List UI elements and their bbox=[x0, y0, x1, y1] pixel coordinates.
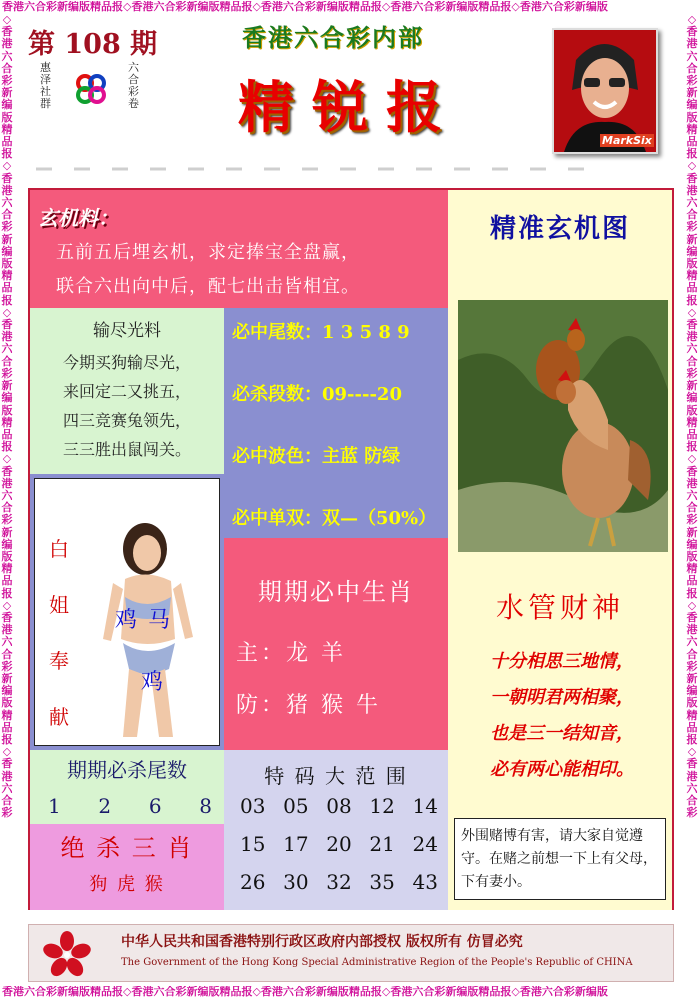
issue-number: 第 108 期 bbox=[28, 29, 158, 60]
te-ma-number: 05 bbox=[283, 794, 309, 818]
tail-kill-title: 期期必杀尾数 bbox=[67, 758, 187, 782]
shuiguan-poem bbox=[456, 644, 668, 788]
te-ma-number: 35 bbox=[369, 870, 395, 894]
tail-kill-number: 1 bbox=[48, 794, 61, 818]
shuchou-line: 四三竞赛兔领先， bbox=[62, 411, 191, 430]
shuiguan-line: 十分相思三地情， bbox=[490, 651, 634, 672]
bauhinia-emblem-icon bbox=[43, 931, 91, 977]
te-ma-number: 12 bbox=[369, 794, 395, 818]
te-ma-number: 20 bbox=[326, 832, 352, 856]
pick-wave: 必中波色：主蓝 防绿 bbox=[232, 446, 401, 467]
footer bbox=[28, 924, 674, 982]
shuiguan-line: 必有两心能相印。 bbox=[490, 759, 634, 780]
xuanji-line1: 五前五后埋玄机，求定捧宝全盘赢， bbox=[56, 242, 360, 263]
bai-char: 姐 bbox=[49, 593, 69, 617]
pick-tail: 必中尾数：1 3 5 8 9 bbox=[232, 322, 410, 343]
tail-kill-number: 6 bbox=[148, 794, 162, 818]
header-subtitle: 香港六合彩内部 bbox=[242, 23, 424, 52]
border-left-text: ◇香港六合彩新编版精品报◇香港六合彩新编版精品报◇香港六合彩新编版精品报◇香港六合彩新编版精品报◇香港六合彩新编版精品报◇香港六合彩 bbox=[1, 14, 13, 820]
te-ma-number: 21 bbox=[369, 832, 395, 856]
tail-kill-number: 8 bbox=[199, 794, 212, 818]
zodiac-title: 期期必中生肖 bbox=[258, 578, 414, 606]
bai-panel bbox=[30, 474, 224, 750]
pick-kill-range: 必杀段数：09----20 bbox=[232, 384, 402, 405]
shuchou-title: 输尽光料 bbox=[93, 321, 161, 341]
te-ma-number: 17 bbox=[283, 832, 309, 856]
te-ma-number: 24 bbox=[412, 832, 438, 856]
te-ma-number: 08 bbox=[326, 794, 352, 818]
jue-sha-panel bbox=[30, 824, 224, 910]
te-ma-number: 30 bbox=[283, 870, 309, 894]
lottery-logo-icon bbox=[74, 72, 108, 106]
te-ma-number: 03 bbox=[240, 794, 266, 818]
zodiac-guard: 防：猪 猴 牛 bbox=[236, 693, 381, 718]
master-photo bbox=[552, 28, 658, 154]
shuiguan-title: 水管财神 bbox=[495, 591, 624, 624]
te-ma-row bbox=[240, 870, 438, 908]
marksix-badge: MarkSix bbox=[602, 134, 652, 147]
shuiguan-line: 也是三一结知音， bbox=[490, 723, 634, 744]
footer-en: The Government of the Hong Kong Special Administrative Region of the People's Republic of CHINA bbox=[121, 957, 633, 968]
border-right-text: ◇香港六合彩新编版精品报◇香港六合彩新编版精品报◇香港六合彩新编版精品报◇香港六合彩新编版精品报◇香港六合彩新编版精品报◇香港六合彩 bbox=[686, 14, 698, 820]
te-ma-grid bbox=[240, 794, 438, 908]
newspaper-title: 精锐报 bbox=[238, 75, 460, 141]
rooster-photo bbox=[458, 300, 668, 552]
right-column bbox=[448, 190, 672, 910]
shuiguan-line: 一朝明君两相聚， bbox=[490, 687, 634, 708]
decor-strip bbox=[36, 158, 596, 166]
te-ma-number: 32 bbox=[326, 870, 352, 894]
te-ma-row bbox=[240, 832, 438, 870]
te-ma-number: 26 bbox=[240, 870, 266, 894]
zodiac-main: 主：龙 羊 bbox=[236, 641, 346, 666]
te-ma-row bbox=[240, 794, 438, 832]
bai-char: 奉 bbox=[49, 649, 69, 673]
shuchou-line: 来回定二又挑五， bbox=[62, 382, 191, 401]
border-top-text: 香港六合彩新编版精品报◇香港六合彩新编版精品报◇香港六合彩新编版精品报◇香港六合彩新编版精品报◇香港六合彩新编版 bbox=[2, 1, 608, 13]
footer-cn: 中华人民共和国香港特别行政区政府内部授权 版权所有 仿冒必究 bbox=[121, 934, 523, 950]
gambling-notice: 外围赌博有害，请大家自觉遵守。在赌之前想一下上有父母，下有妻小。 bbox=[454, 818, 666, 900]
logo-left-text: 惠泽社群 bbox=[40, 61, 51, 110]
bai-overlay-1: 鸡 马 bbox=[115, 608, 172, 633]
xuanji-panel bbox=[30, 190, 448, 308]
te-ma-title: 特 码 大 范 围 bbox=[264, 764, 408, 788]
te-ma-number: 14 bbox=[412, 794, 438, 818]
shuchou-panel bbox=[30, 308, 224, 474]
shuchou-poem bbox=[30, 348, 224, 464]
te-ma-number: 43 bbox=[412, 870, 438, 894]
bai-char: 献 bbox=[49, 705, 69, 729]
shuchou-line: 今期买狗输尽光， bbox=[62, 353, 191, 372]
te-ma-panel bbox=[224, 750, 448, 910]
xuanji-label: 玄机料： bbox=[38, 206, 118, 230]
xuanji-line2: 联合六出向中后，配七出击皆相宜。 bbox=[56, 276, 360, 297]
zodiac-panel bbox=[224, 538, 448, 750]
header bbox=[16, 14, 684, 164]
logo-right-text: 六合彩卷 bbox=[128, 61, 139, 110]
tail-kill-panel bbox=[30, 750, 224, 824]
jingzhun-title: 精准玄机图 bbox=[489, 214, 630, 244]
tail-kill-number: 2 bbox=[98, 794, 112, 818]
picks-panel bbox=[224, 308, 448, 538]
bai-vertical bbox=[49, 521, 69, 745]
bai-overlay-2: 鸡 bbox=[141, 670, 164, 695]
te-ma-number: 15 bbox=[240, 832, 266, 856]
tail-kill-numbers bbox=[48, 794, 212, 818]
jue-sha-title: 绝 杀 三 肖 bbox=[60, 834, 194, 862]
border-bottom-text: 香港六合彩新编版精品报◇香港六合彩新编版精品报◇香港六合彩新编版精品报◇香港六合彩新编版精品报◇香港六合彩新编版 bbox=[2, 986, 608, 998]
shuchou-line: 三三胜出鼠闯关。 bbox=[62, 440, 191, 459]
bai-inner bbox=[34, 478, 220, 746]
pick-odd-even: 必中单双：双—（50%） bbox=[232, 508, 437, 529]
jue-sha-animals: 狗 虎 猴 bbox=[89, 874, 165, 895]
bai-char: 白 bbox=[49, 537, 69, 561]
